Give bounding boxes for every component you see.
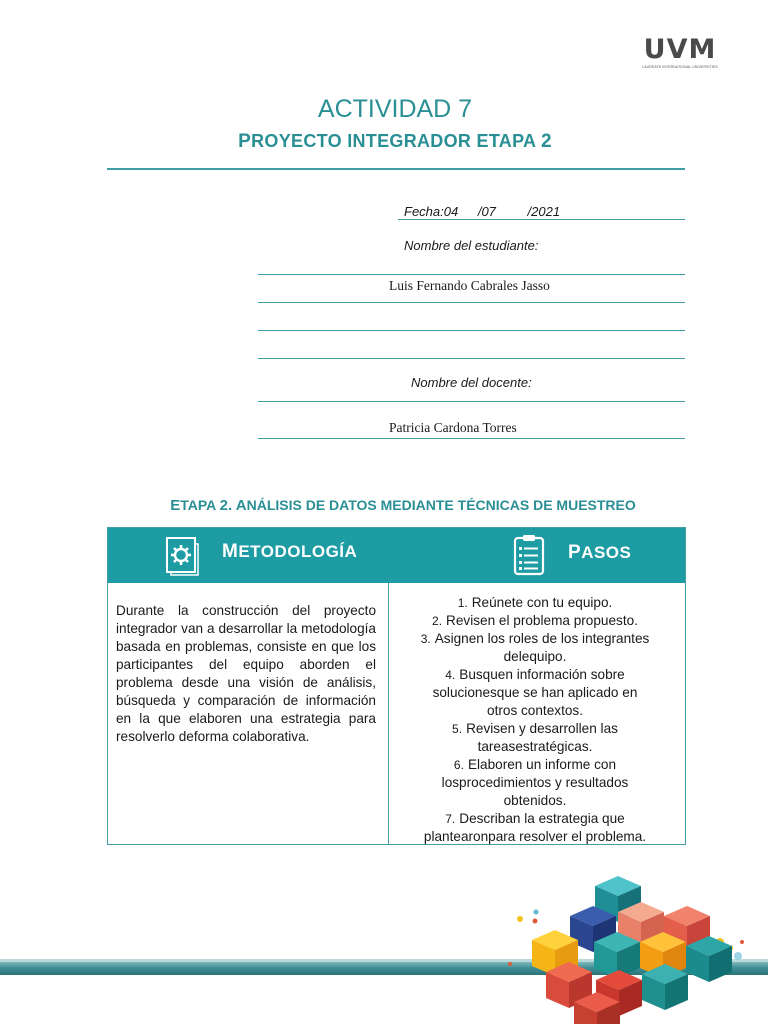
isometric-cubes-graphic xyxy=(500,876,768,1024)
section-lead: E xyxy=(170,497,181,514)
list-item xyxy=(396,648,674,666)
date-underline xyxy=(398,219,685,220)
teacher-label: Nombre del docente: xyxy=(411,375,532,390)
step-text: solucionesque se han aplicado en xyxy=(432,685,638,700)
field-line xyxy=(258,401,685,402)
col-steps-header xyxy=(568,542,631,564)
date-month: /07 xyxy=(477,204,496,219)
step-number: 1. xyxy=(457,596,468,610)
field-line xyxy=(258,438,685,439)
col2-lead: P xyxy=(568,542,582,563)
list-item xyxy=(396,738,674,756)
list-item xyxy=(396,756,674,774)
methodology-text: Durante la construcción del proyecto integrador van a desarrollar la metodología basada en problemas, consiste en que los participantes del equipo aborden el problema desde una visión de análisis, búsqueda y comparación de información en la que elaboren una estrategia para resolverlo deforma colaborativa. xyxy=(116,603,376,744)
field-line xyxy=(258,358,685,359)
date-day: Fecha:04 xyxy=(404,204,459,219)
step-number: 5. xyxy=(452,722,463,736)
steps-list xyxy=(396,594,674,846)
field-line xyxy=(258,330,685,331)
field-line xyxy=(258,274,685,275)
step-text: losprocedimientos y resultados xyxy=(441,775,629,790)
logo-text: UVM xyxy=(643,34,717,65)
section-num: 2. A xyxy=(219,497,247,514)
step-text: delequipo. xyxy=(503,649,567,664)
col1-lead: M xyxy=(222,541,239,562)
page-title: ACTIVIDAD 7 xyxy=(317,95,473,123)
page-subtitle xyxy=(0,131,768,153)
col1-rest: ETODOLOGÍA xyxy=(238,542,358,561)
col-methodology-header xyxy=(222,541,357,563)
list-item xyxy=(396,828,674,846)
step-text: Elaboren un informe con xyxy=(467,757,617,772)
checklist-icon xyxy=(513,534,545,581)
list-item xyxy=(396,612,674,630)
step-text: Asignen los roles de los integrantes xyxy=(434,631,650,646)
step-text: otros contextos. xyxy=(487,703,583,718)
list-item xyxy=(396,792,674,810)
list-item xyxy=(396,684,674,702)
step-text: Describan la estrategia que xyxy=(459,811,625,826)
step-text: obtenidos. xyxy=(503,793,567,808)
teacher-name: Patricia Cardona Torres xyxy=(389,420,517,435)
stage-table xyxy=(107,527,686,845)
step-number: 3. xyxy=(420,632,431,646)
step-number: 6. xyxy=(453,758,464,772)
subtitle-rest: ROYECTO INTEGRADOR ETAPA xyxy=(251,131,541,151)
logo-tagline: LAUREATE INTERNATIONAL UNIVERSITIES xyxy=(642,65,718,69)
step-text: Busquen información sobre xyxy=(459,667,625,682)
date-field xyxy=(404,204,560,219)
step-text: Reúnete con tu equipo. xyxy=(471,595,613,610)
list-item xyxy=(396,666,674,684)
step-text: plantearonpara resolver el problema. xyxy=(423,829,647,844)
subtitle-lead: P xyxy=(238,131,252,152)
table-header xyxy=(108,528,685,583)
column-divider xyxy=(388,583,389,845)
list-item xyxy=(396,594,674,612)
uvm-logo xyxy=(640,36,720,76)
subtitle-num: 2 xyxy=(540,131,552,152)
list-item xyxy=(396,720,674,738)
step-text: Revisen el problema propuesto. xyxy=(446,613,638,628)
field-line xyxy=(258,302,685,303)
date-year: /2021 xyxy=(527,204,561,219)
step-text: tareasestratégicas. xyxy=(477,739,593,754)
step-text: Revisen y desarrollen las xyxy=(466,721,618,736)
step-number: 4. xyxy=(445,668,456,682)
student-name: Luis Fernando Cabrales Jasso xyxy=(389,278,550,293)
list-item xyxy=(396,810,674,828)
student-label: Nombre del estudiante: xyxy=(404,238,539,253)
title-divider xyxy=(107,168,685,170)
list-item xyxy=(396,702,674,720)
section-mid: TAPA xyxy=(180,497,220,513)
section-heading xyxy=(0,497,768,514)
gear-document-icon xyxy=(165,536,199,581)
col2-rest: ASOS xyxy=(581,543,632,562)
step-number: 7. xyxy=(445,812,456,826)
list-item xyxy=(396,774,674,792)
step-number: 2. xyxy=(432,614,443,628)
section-rest: NÁLISIS DE DATOS MEDIANTE TÉCNICAS DE MUESTREO xyxy=(246,497,636,513)
list-item xyxy=(396,630,674,648)
